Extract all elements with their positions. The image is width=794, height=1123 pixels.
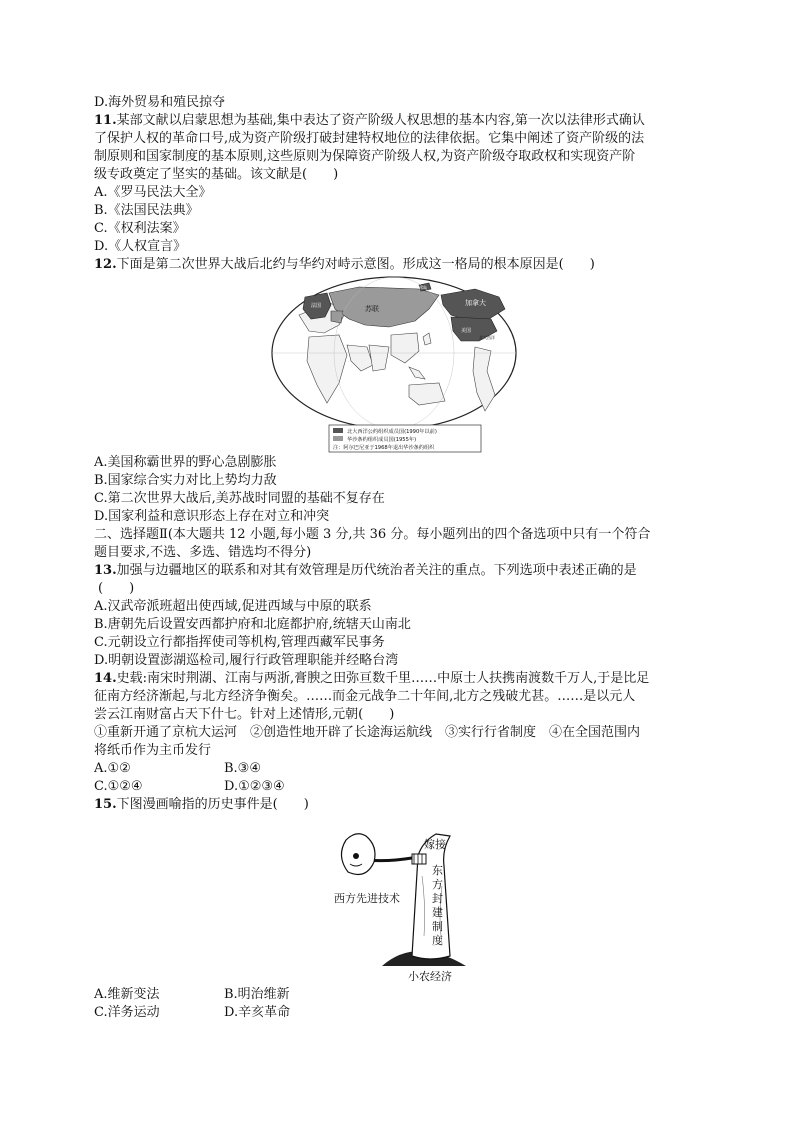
q15-stem: 下图漫画喻指的历史事件是( ) xyxy=(116,797,309,812)
q13-option-b[interactable]: B.唐朝先后设置安西都护府和北庭都护府,统辖天山南北 xyxy=(94,617,411,632)
q13-option-d[interactable]: D.明朝设置澎湖巡检司,履行行政管理职能并经略台湾 xyxy=(94,653,399,668)
q12-option-d[interactable]: D.国家利益和意识形态上存在对立和冲突 xyxy=(94,509,330,524)
q14-option-a[interactable]: A.①② xyxy=(94,761,131,776)
trunk-label-char-1: 东 xyxy=(432,864,443,877)
q14-stem-line: 史载:南宋时荆湖、江南与两浙,膏腴之田弥亘数千里……中原士人扶携南渡数千万人,于是比足 xyxy=(116,671,650,686)
world-map-figure xyxy=(269,275,519,453)
q15-options-row xyxy=(94,986,704,1004)
question-15 xyxy=(94,796,704,1022)
q11-option-c[interactable]: C.《权利法案》 xyxy=(94,221,186,236)
q15-number: 15. xyxy=(94,797,117,812)
cartoon-figure xyxy=(326,816,486,984)
legend-swatch-warsaw xyxy=(333,436,343,441)
q11-option-b[interactable]: B.《法国民法典》 xyxy=(94,203,199,218)
q15-option-a[interactable]: A.维新变法 xyxy=(94,987,160,1002)
trunk-label-char-6: 度 xyxy=(432,934,443,947)
q14-items-line: 将纸币作为主币发行 xyxy=(94,743,212,758)
branch-label: 西方先进技术 xyxy=(334,892,400,905)
grafting-cartoon xyxy=(326,816,486,984)
q13-option-a[interactable]: A.汉武帝派班超出使西域,促进西域与中原的联系 xyxy=(94,599,372,614)
graft-label: 嫁接 xyxy=(424,838,446,851)
question-12 xyxy=(94,256,704,526)
q15-option-d[interactable]: D.辛亥革命 xyxy=(224,1005,291,1020)
q14-stem-line: 尝云江南财富占天下什七。针对上述情形,元朝( ) xyxy=(94,707,395,722)
q13-stem-line: 加强与边疆地区的联系和对其有效管理是历代统治者关注的重点。下列选项中表述正确的是 xyxy=(116,563,637,578)
q13-number: 13. xyxy=(94,563,117,578)
question-13 xyxy=(94,562,704,670)
head-eye xyxy=(353,853,359,859)
q12-number: 12. xyxy=(94,257,117,272)
label-canada: 加拿大 xyxy=(465,299,486,307)
q14-stem-line: 征南方经济渐起,与北方经济争衡矣。……而金元战争二十年间,北方之残破尤甚。……是以元人 xyxy=(94,689,636,704)
q13-stem-line: ( ) xyxy=(98,581,135,596)
legend-swatch-nato xyxy=(333,428,343,433)
q11-stem-line: 某部文献以启蒙思想为基础,集中表达了资产阶级人权思想的基本内容,第一次以法律形式确认 xyxy=(116,113,645,128)
q15-option-b[interactable]: B.明治维新 xyxy=(224,987,290,1002)
label-usa: 美国 xyxy=(461,328,472,334)
trunk-label-char-2: 方 xyxy=(432,878,443,891)
question-14 xyxy=(94,670,704,796)
tree-trunk xyxy=(412,834,450,959)
q10-option-d: D.海外贸易和殖民掠夺 xyxy=(94,95,226,110)
q11-number: 11. xyxy=(94,113,117,128)
nato-warsaw-map xyxy=(269,275,519,453)
legend-warsaw: 华沙条约组织成员国(1955年) xyxy=(347,437,417,443)
q15-option-c[interactable]: C.洋务运动 xyxy=(94,1005,160,1020)
q14-option-c[interactable]: C.①②④ xyxy=(94,779,143,794)
label-iceland: 冰岛 xyxy=(419,285,427,290)
trunk-label-char-5: 制 xyxy=(432,920,443,933)
q11-stem-line: 级专政奠定了坚实的基础。该文献是( ) xyxy=(94,167,339,182)
trunk-label-char-3: 封 xyxy=(432,892,443,905)
q14-options-row xyxy=(94,760,704,778)
section-2-header xyxy=(94,526,704,562)
legend-note: 注：阿尔巴尼亚于1968年退出华沙条约组织 xyxy=(333,445,435,451)
label-ussr: 苏联 xyxy=(365,305,379,313)
trunk-label-char-4: 建 xyxy=(432,906,443,919)
trunk-label-group xyxy=(432,864,443,947)
q11-stem-line: 制原则和国家制度的基本原则,这些原则为保障资产阶级人权,为资产阶级夺取政权和实现资产阶 xyxy=(94,149,636,164)
q14-option-d[interactable]: D.①②③④ xyxy=(224,779,285,794)
q11-option-d[interactable]: D.《人权宣言》 xyxy=(94,239,187,254)
q14-options-row xyxy=(94,778,704,796)
q13-option-c[interactable]: C.元朝设立行都指挥使司等机构,管理西藏军民事务 xyxy=(94,635,385,650)
question-11 xyxy=(94,112,704,256)
eastern-europe-region xyxy=(331,311,343,323)
q12-option-a[interactable]: A.美国称霸世界的野心急剧膨胀 xyxy=(94,455,277,470)
label-north-atlantic: 北大西洋 xyxy=(479,335,495,340)
q14-number: 14. xyxy=(94,671,117,686)
q12-option-c[interactable]: C.第二次世界大战后,美苏战时同盟的基础不复存在 xyxy=(94,491,385,506)
map-legend xyxy=(329,425,481,452)
section-2-line: 题目要求,不选、多选、错选均不得分) xyxy=(94,545,312,560)
q15-options-row xyxy=(94,1004,704,1022)
q12-stem: 下面是第二次世界大战后北约与华约对峙示意图。形成这一格局的根本原因是( ) xyxy=(116,257,595,272)
label-france: 法国 xyxy=(311,303,322,309)
q11-stem-line: 了保护人权的革命口号,成为资产阶级打破封建特权地位的法律依据。它集中阐述了资产阶级的法 xyxy=(94,131,645,146)
q14-option-b[interactable]: B.③④ xyxy=(224,761,261,776)
exam-page xyxy=(94,94,704,1022)
legend-nato: 北大西洋公约组织成员国(1990年以前) xyxy=(347,429,437,435)
q12-option-b[interactable]: B.国家综合实力对比上势均力敌 xyxy=(94,473,277,488)
q14-items-line: ①重新开通了京杭大运河 ②创造性地开辟了长途海运航线 ③实行行省制度 ④在全国范围内 xyxy=(94,725,641,740)
australia xyxy=(409,383,445,405)
root-label: 小农经济 xyxy=(408,970,452,983)
q11-option-a[interactable]: A.《罗马民法大全》 xyxy=(94,185,212,200)
section-2-line: 二、选择题Ⅱ(本大题共 12 小题,每小题 3 分,共 36 分。每小题列出的四个备选项中只有一个符合 xyxy=(94,527,651,542)
